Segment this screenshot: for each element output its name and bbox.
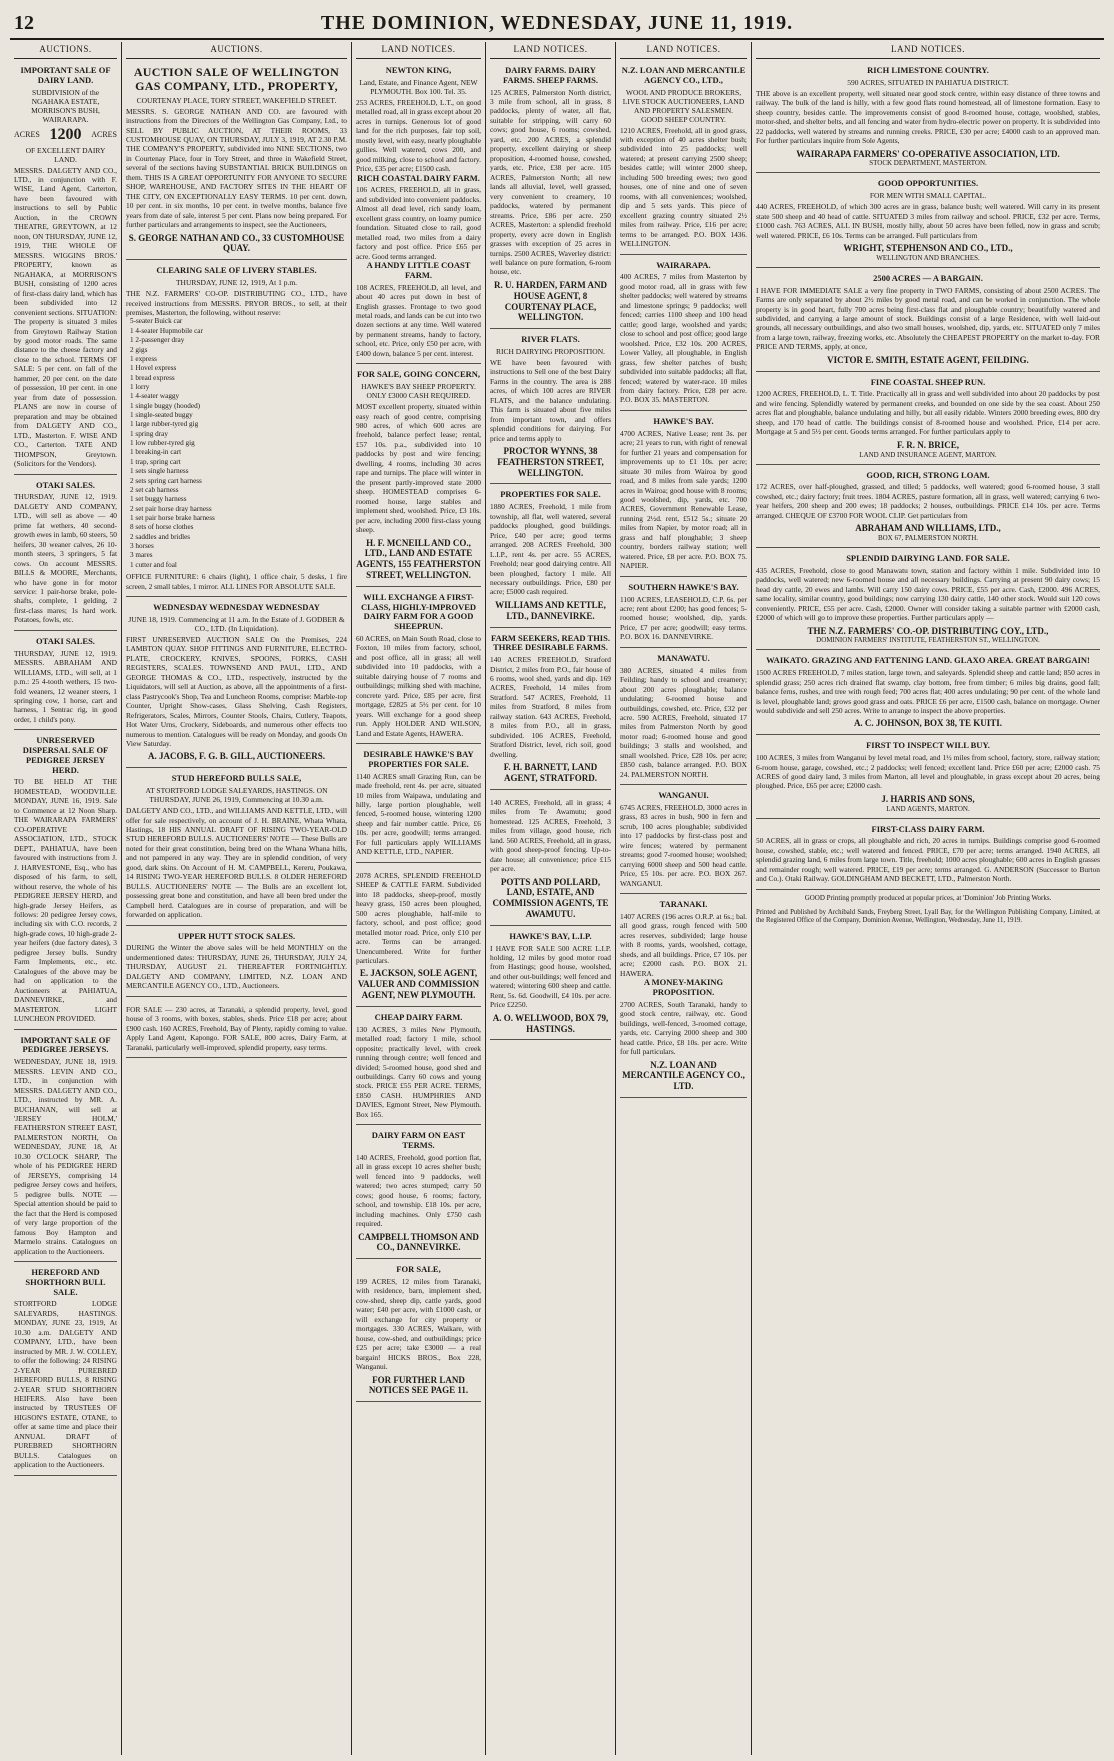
classified-ad <box>620 414 747 577</box>
ad-body-text: THE above is an excellent property, well situated near good stock centre, within easy distance of three towns and railway. The bulk of the land is hilly, with a few good flats round homestead, all of limestone formation. Easy to sheep country, besides cattle. The improvements consist of good 8-roomed house, cottage, woolshed, stables, motor-shed, and shelter belts, and all fencing and water from hydro-electric power on property. It is subdivided into 22 paddocks, well watered by streams and running creeks. PRICE, £30 per acre; £4000 cash to an approved man. For further particulars inquire from Sole Agents, <box>756 88 1100 146</box>
advertiser-name: WILLIAMS AND KETTLE, LTD., DANNEVIRKE. <box>495 599 606 621</box>
advertiser-address: LAND AGENTS, MARTON. <box>886 804 970 813</box>
ad-body-text: 172 ACRES, over half-ploughed, grassed, and tilled; 5 paddocks, well watered; good 6-roomed house, 3 stall cowshed, etc.; dairy factory; fruit trees. 1804 ACRES, pasture formation, all in grass, well watered; carrying 6 two-year heifers, 200 sheep and 200 ewes; 18 paddocks; 2 houses, outbuildings. PRICE £14 10s. per acre. Terms arranged. CHEQUE OF £3700 FOR WOOL CLIP. Get particulars from <box>756 482 1100 520</box>
advertiser-name: CAMPBELL THOMSON AND CO., DANNEVIRKE. <box>358 1231 479 1253</box>
column-land-notices-4 <box>752 42 1104 1755</box>
advertiser-address: STOCK DEPARTMENT, MASTERTON. <box>869 159 987 168</box>
ad-body-text: 400 ACRES, 7 miles from Masterton by good motor road, all in grass with few shelter paddocks; well watered by streams and limestone springs; 9 paddocks; well fenced; carries 1100 sheep and 100 head cattle; good large, woolshed and yards; close to school and post office; good large woolshed. Price, £32 10s. 200 ACRES, Lower Valley, all ploughable, in English grass, few shelter patches of bush; subdivided into suitable paddocks; all flat, fenced; watered by water-race. 10 miles from dairy factory. Price, £28 per acre. P.O. BOX 35. MASTERTON. <box>620 272 747 405</box>
advertiser-name: POTTS AND POLLARD, LAND, ESTATE, AND COMMISSION AGENTS, TE AWAMUTU. <box>492 876 609 919</box>
ad-body-text: DURING the Winter the above sales will be held MONTHLY on the undermentioned dates: THURSDAY, JUNE 26, THURSDAY, JULY 24, THURSDAY, AUGUST 21. THEREAFTER FORTNIGHTLY. DALGETY AND COMPANY, LIMITED, N.Z. LOAN AND MERCANTILE AGENCY CO., LTD., Auctioneers. <box>126 943 347 991</box>
classified-ad <box>756 551 1100 650</box>
ad-title: GOOD, RICH, STRONG LOAM. <box>866 469 990 480</box>
classified-ad <box>126 600 347 768</box>
classified-ad <box>126 929 347 997</box>
classified-ad <box>756 653 1100 735</box>
advertiser-name: S. GEORGE NATHAN AND CO., 33 CUSTOMHOUSE QUAY. <box>128 232 345 254</box>
ad-body-text: 2700 ACRES, South Taranaki, handy to good stock centre, railway, etc. Good buildings, well-fenced, 3-roomed cottage, yards, etc. Carrying 2000 sheep and 300 head cattle. Price, £8 10s. per acre. Write for full particulars. <box>620 999 747 1057</box>
ad-title: UPPER HUTT STOCK SALES. <box>177 930 296 941</box>
ad-title: UNRESERVED DISPERSAL SALE OF PEDIGREE JERSEY HERD. <box>22 735 109 775</box>
classified-ad <box>14 1033 117 1262</box>
ad-title: RIVER FLATS. <box>521 334 580 345</box>
advertiser-name: F. R. N. BRICE, <box>897 439 959 450</box>
classified-ad <box>756 271 1100 372</box>
classified-ad <box>620 258 747 411</box>
ad-subtitle: Land, Estate, and Finance Agent, NEW PLYMOUTH. Box 100. Tel. 35. <box>359 77 478 96</box>
column-header: AUCTIONS. <box>14 42 117 59</box>
ad-title: NEWTON KING, <box>385 65 452 75</box>
ad-body-text: FIRST UNRESERVED AUCTION SALE On the Premises, 224 LAMBTON QUAY. SHOP FITTINGS AND FURNITURE, ELECTRO-PLATE, CROCKERY, KNIVES, SPOONS, FORKS, CASH REGISTERS, SCALES. TOWNSEND AND PAUL, LTD., AND GEORGE THOMAS & CO., LTD., respectively, instructed by the Liquidators, will sell at Auction, as above, all the appointments of a first-class Pastrycook's Shop, Tea and Luncheon Rooms, comprise: Marble-top Counter, Upright Show-cases, Glass Shelving, Cash Registers, Refrigerators, Scales, Mirrors, Counter Stools, Chairs, Cutlery, Teapots, Hot Water Urns, Crockery, Sideboards, and numerous other effects too numerous to mention. Catalogues will be ready on Monday, and goods On View Saturday. <box>126 634 347 749</box>
ad-body-text: 1407 ACRES (196 acres O.R.P. at 6s.; bal. all good grass, rough fenced with 500 acres reserves, subdivided; large house with 8 rooms, yards, woolshed, cottage, sheds, and all buildings. Price, £7 10s. per acre; £2000 cash. P.O. BOX 21. HAWERA. <box>620 912 747 978</box>
ad-title: WAIKATO. GRAZING AND FATTENING LAND. GLAXO AREA. GREAT BARGAIN! <box>766 655 1090 666</box>
ad-subtitle: SUBDIVISION of the NGAHAKA ESTATE, MORRISON'S BUSH, WAIRARAPA. <box>31 87 100 124</box>
ad-body-text: 1880 ACRES, Freehold, 1 mile from township, all flat, well watered, several paddocks ploughed, good buildings. Price, £40 per acre; good terms arranged. 208 ACRES Freehold, 300 L.I.P., rent 4s. per acre. 55 ACRES, Freehold; near good dairying centre. All been ploughed, factory 1 mile. All necessary outbuildings. Price, £80 per acre; £5000 cash required. <box>490 502 611 597</box>
column-header: LAND NOTICES. <box>490 42 611 59</box>
ad-body-text: I HAVE FOR IMMEDIATE SALE a very fine property in TWO FARMS, consisting of about 2500 ACRES. The Farms are only separated by about 2½ miles by good metal road, and can be worked in conjunction. The whole property is in good heart, fully 700 acres being first-class flat and ploughable country; beautifully watered and subdivided, and carrying a large amount of stock. Buildings consist of a large Residence, with well laid-out grounds, all necessary outbuildings, and also two small houses, woolshed, dip, yards, etc. SITUATED only 7 miles from a large town, railway, freezing works, etc. Absolutely the CHEAPEST PROPERTY on the market to-day. FOR PRICE AND TERMS, apply, at once, <box>756 285 1100 352</box>
classified-columns <box>10 42 1104 1755</box>
ad-body-text: 140 ACRES, Freehold, all in grass; 4 miles from Te Awamutu; good homestead. 125 ACRES, Freehold, 3 miles from village, good house, rich land. 560 ACRES, Freehold, all in grass, with good sheep-proof fencing. Up-to-date house; all convenience; price £15 per acre. <box>490 797 611 874</box>
classified-ad <box>490 793 611 926</box>
list-item: 1 cutter and foal <box>130 560 177 569</box>
classified-ad <box>490 332 611 484</box>
list-item: 1 4-seater waggy <box>130 392 180 401</box>
ad-body-text: 60 ACRES, on Main South Road, close to Foxton, 10 miles from factory, school, and post office, all in grass; all well subdivided into 10 paddocks, with a suitable dairying house of 7 rooms and outbuildings; milking shed with machine, concrete yard. Price, £85 per acre, first mortgage, £2825 at 5½ per cent. for 10 years. Will exchange for a good sheep run. Apply HOLDER AND WILSON, Land and Estate Agents, HAWERA. <box>356 633 481 738</box>
ad-subtitle: HAWKE'S BAY SHEEP PROPERTY. ONLY £3000 CASH REQUIRED. <box>361 382 476 401</box>
list-item: 1 low rubber-tyred gig <box>130 439 195 448</box>
advertiser-address: LAND AND INSURANCE AGENT, MARTON. <box>859 450 997 459</box>
classified-ad <box>756 822 1100 890</box>
ad-title: SOUTHERN HAWKE'S BAY. <box>628 581 739 592</box>
ad-subtitle: COURTENAY PLACE, TORY STREET, WAKEFIELD STREET. <box>136 95 337 105</box>
ad-body-text: 1200 ACRES, FREEHOLD, L. T. Title. Practically all in grass and well subdivided into about 20 paddocks by post and wire fencing. Splendidly watered by permanent creeks, and bounded on one side by the sea coast. About 250 acres flat and ploughable, balance undulating and hilly, but all easily ridable. Winters 2000 breeding ewes, 800 dry sheep, and 170 head of cattle. The buildings consist of 8-roomed house and woolshed. Price, £14 per acre. Mortgage at 5 and 5½ per cent. Goods terms arranged. For further particulars apply to <box>756 389 1100 437</box>
classified-ad <box>126 63 347 260</box>
ad-title: WILL EXCHANGE A FIRST-CLASS, HIGHLY-IMPROVED DAIRY FARM FOR A GOOD SHEEPRUN. <box>360 591 477 632</box>
ad-body-text: STORTFORD LODGE SALEYARDS, HASTINGS. MONDAY, JUNE 23, 1919, At 10.30 a.m. DALGETY AND COMPANY, LTD., have been instructed by MR. J. W. COLLEY, to offer the following: 24 RISING 2-YEAR PUREBRED HEREFORD BULLS, 8 RISING 2-YEAR STUD SHORTHORN HEIFERS. Also have been instructed by TRUSTEES OF HIGSON'S ESTATE, OTANE, to offer at same time and place their ANNUAL DRAFT of PUREBRED SHORTHORN BULLS. Catalogues on application to the Auctioneers. <box>14 1299 117 1470</box>
list-item: 1 single-seated buggy <box>130 411 193 420</box>
page-title: THE DOMINION, WEDNESDAY, JUNE 11, 1919. <box>320 12 794 34</box>
classified-ad <box>356 590 481 744</box>
list-item: 1 bread express <box>130 373 175 382</box>
advertiser-address: WELLINGTON AND BRANCHES. <box>876 253 980 262</box>
ad-subtitle: 590 ACRES, SITUATED IN PAHIATUA DISTRICT. <box>847 77 1009 87</box>
ad-subheading: A HANDY LITTLE COAST FARM. <box>366 260 471 280</box>
ad-title: HAWKE'S BAY. <box>653 415 714 426</box>
classified-ad <box>14 478 117 631</box>
acres-label: ACRES <box>91 130 117 140</box>
ad-title: DAIRY FARM ON EAST TERMS. <box>371 1130 466 1151</box>
classified-ad <box>756 176 1100 267</box>
classified-ad <box>356 1010 481 1125</box>
ad-body-text: THURSDAY, JUNE 12, 1919. DALGETY AND COMPANY, LTD., will sell as above — 40 prime fat wethers, 40 second-growth ewes in lamb, 60 steers, 50 heifers, 30 weaner calves, 26 10-month steers, 3 springers, 5 fat cows. On account MESSRS. BILLS & MOORE, Merchants, who have gone in for motor service: 1 pair-horse brake, pole-shafts, complete, 1 gelding, 2 first-class mares; 1s hard work. Potatoes, fowls, etc. <box>14 492 117 625</box>
ad-subtitle: FOR MEN WITH SMALL CAPITAL. <box>869 191 987 201</box>
list-item: 2 sets spring cart harness <box>130 476 202 485</box>
advertiser-name: WRIGHT, STEPHENSON AND CO., LTD., <box>843 243 1013 254</box>
column-land-notices-2 <box>486 42 616 1755</box>
classified-ad <box>756 63 1100 173</box>
advertiser-name: VICTOR E. SMITH, ESTATE AGENT, FEILDING. <box>827 354 1029 365</box>
ad-subheading: RICH COASTAL DAIRY FARM. <box>357 172 480 183</box>
ad-subtitle: AT STORTFORD LODGE SALEYARDS, HASTINGS. ON THURSDAY, JUNE 26, 1919, Commencing at 10.30 a.m. <box>145 786 328 805</box>
ad-title: FIRST-CLASS DAIRY FARM. <box>871 823 985 834</box>
ad-body-text: THURSDAY, JUNE 12, 1919. MESSRS. ABRAHAM AND WILLIAMS, LTD., will sell, at 1 p.m.: 25 4-tooth wethers, 15 two-fold weaners, 12 weaner steers, 1 springing cow, 1 horse, cart and harness, 1 Sentrac rig, in good order, 1 child's pony. <box>14 648 117 724</box>
imprint: Printed and Published by Archibald Sands, Freyberg Street, Lyall Bay, for the Wellington Publishing Company, Limited, at the Registered Office of the Company, Dominion Avenue, Wellington, Wednesday, June 11, 1919. <box>756 908 1100 925</box>
advertiser-address: BOX 67, PALMERSTON NORTH. <box>877 534 979 542</box>
advertiser-name: WAIRARAPA FARMERS' CO-OPERATIVE ASSOCIATION, LTD. <box>796 148 1060 159</box>
ad-title: WAIRARAPA. <box>656 259 711 270</box>
classified-ad <box>356 747 481 863</box>
column-land-notices-1 <box>352 42 486 1755</box>
ad-body-text: 435 ACRES, Freehold, close to good Manawatu town, station and factory within 1 mile. Subdivided into 10 paddocks, well watered; new 6-roomed house and all necessary buildings. Carrying at present 90 dairy cows; 15 head dry cattle, 20 ewes and lambs. Will carry 150 dairy cows. PRICE, £55 per acre. Cash, £2000. 496 ACRES, same locality, similar country, good buildings; now carrying 130 dairy cattle, 140 other stock. Would suit 120 cows conveniently. PRICE, £55 per acre. Cash, £2000. Owner will consider taking a suitable partner with £2000 cash, £2000 of which will go to improve these properties. Further particulars apply — <box>756 565 1100 623</box>
classified-ad <box>14 733 117 1029</box>
ad-body-text: WE have been favoured with instructions to Sell one of the best Dairy Farms in the country. The area is 288 acres, of which 100 acres are RIVER FLATS, and the balance undulating. This farm is situated about five miles from important town, and offers splendid conditions for dairying. For price and terms apply to <box>490 357 611 443</box>
ad-body-text: 1100 ACRES, LEASEHOLD, C.P. 6s. per acre; rent about £200; has good fences; 5-roomed house; woolshed, dip, yards. Price, £7 per acre; goodwill; easy terms. P.O. BOX 16. DANNEVIRKE. <box>620 594 747 642</box>
ad-body-text: OFFICE FURNITURE: 6 chairs (light), 1 office chair, 5 desks, 1 fire screen, 2 small tables, 1 mirror. ALL LINES FOR ABSOLUTE SALE. <box>126 572 347 591</box>
ad-title: AUCTION SALE OF WELLINGTON GAS COMPANY, LTD., PROPERTY, <box>133 65 340 93</box>
ad-title: FOR SALE, GOING CONCERN, <box>356 369 481 380</box>
ad-body-text: 6745 ACRES, FREEHOLD, 3000 acres in grass, 83 acres in bush, 900 in fern and scrub, 100 acres ploughable; subdivided into 17 paddocks by first-class post and wire fences; watered by permanent streams; good 7-roomed house; woolshed; carrying 6000 sheep and 500 head cattle. Price, £5 10s. per acre. P.O. BOX 267. WANGANUI. <box>620 803 747 888</box>
ad-title: RICH LIMESTONE COUNTRY. <box>867 65 989 75</box>
ad-body-text: WEDNESDAY, JUNE 18, 1919. MESSRS. LEVIN AND CO., LTD., in conjunction with MESSRS. DALGETY AND CO., LTD., instructed by MR. A. BUCHANAN, will sell at 'JERSEY HOLM,' FEATHERSTON STREET EAST, PALMERSTON NORTH, On WEDNESDAY, JUNE 18, At 10.30 O'CLOCK SHARP, The whole of his PEDIGREE HERD of JERSEYS, comprising 14 pedigree Jersey cows and heifers, 5 pedigree bulls. NOTE — Special attention should be paid to the fact that the Herd is composed of very large proportion of the famous Boy Hampton and Marmelo strains. Catalogues on application to the Auctioneers. <box>14 1057 117 1256</box>
ad-body-text: MESSRS. S. GEORGE NATHAN AND CO. are favoured with instructions from the Directors of the Wellington Gas Company, Ltd., to SELL BY PUBLIC AUCTION, AT THEIR ROOMS, 33 CUSTOMHOUSE QUAY, ON THURSDAY, JULY 3, 1919, AT 2.30 P.M. THE COMPANY'S PROPERTY, subdivided into NINE SECTIONS, two in Courtenay Place, four in Tory Street, and three in Wakefield Street, several of the sections having SUBSTANTIAL BRICK BUILDINGS on them. THIS IS A GREAT OPPORTUNITY FOR ANYONE TO SECURE SHOP, WAREHOUSE, AND FACTORY SITES IN THE HEART OF THE CITY, ON EXCEPTIONALLY EASY TERMS. 10 per cent. down, 10 per cent. in six months, 10 per cent. in twelve months, balance five years from date of sale, interest 5 per cent. Plans now being prepared. For further particulars and arrangements to inspect, see the Auctioneers, <box>126 106 347 230</box>
ad-body-text: 106 ACRES, FREEHOLD, all in grass, and subdivided into convenient paddocks. Almost all dead level, rich sandy loam, excellent grass country, on loamy pumice foundation. Situated close to rail, good metalled road, two miles from a dairy factory and post office. Price £65 per acre. Good terms arranged. <box>356 185 481 261</box>
ad-subtitle: GOOD SHEEP COUNTRY. <box>641 114 726 124</box>
advertiser-name: F. H. BARNETT, LAND AGENT, STRATFORD. <box>503 762 598 783</box>
ad-body-text: 253 ACRES, FREEHOLD, L.T., on good metalled road, all in grass except about 20 acres in turnips. Generous lot of good land for the rich purposes, fair top soil, mostly level, with easy, nearly ploughable gullies. Well watered, cows 200, and good milking, close to school and factory. Price, £35 per acre; £1500 cash. <box>356 97 481 174</box>
ad-body-text: MESSRS. DALGETY AND CO., LTD., in conjunction with F. WISE, Land Agent, Carterton, have been favoured with instructions to sell by Public Auction, in the CROWN THEATRE, GREYTOWN, at 12 noon, ON THURSDAY, JUNE 12, 1919, THE WHOLE OF MESSRS. WIGGINS BROS.' PROPERTY, known as NGAHAKA, at MORRISON'S BUSH, consisting of 1200 acres of first-class dairy land, which has been subdivided into 12 convenient sections. SITUATION: The property is situated 3 miles from Greytown Railway Station by good motor roads. The same distance to the cheese factory and close to the school. TERMS OF SALE: 5 per cent. on fall of the hammer, 20 per cent. on the date of possession, 10 per cent. in one year from date of possession. PLANS are now in course of preparation and may be obtained from DALGETY AND CO., LTD., Masterton. F. WISE AND CO., Carterton. TATE AND THOMPSON, Greytown. (Solicitors for the Vendors). <box>14 165 117 469</box>
list-item: 2 set pair horse dray harness <box>130 504 212 513</box>
ad-title: FARM SEEKERS, READ THIS. THREE DESIRABLE FARMS. <box>491 632 610 653</box>
list-item: 2 gigs <box>130 345 148 354</box>
classified-ad <box>756 738 1100 818</box>
advertiser-name: E. JACKSON, SOLE AGENT, VALUER AND COMMISSION AGENT, NEW PLYMOUTH. <box>357 968 480 1001</box>
list-item: 3 horses <box>130 542 154 551</box>
ad-body-text: 1500 ACRES FREEHOLD, 7 miles station, large town, and saleyards. Splendid sheep and cattle land; 850 acres in splendid grass; 250 acres rich drained flat swamp, clay bottom, free from timber; 6 miles big drains, good fall; balance ferns, rushes, and tree with rough feed; 700 acres flat; 400 acres undulating; 90 per cent. of the whole land is level, ploughable land; grows good grass and oats. PRICE £6 per acre, £1500 cash, balance on mortgage. Owner would subdivide and sell 250 acres. Write to arrange to inspect the above properties. <box>756 668 1100 716</box>
list-item: 8 sets of horse clothes <box>130 523 194 532</box>
list-item: 1 spring dray <box>130 429 168 438</box>
classified-ad <box>620 651 747 785</box>
ad-title: HAWKE'S BAY, L.I.P. <box>509 930 592 941</box>
ad-body-text: 140 ACRES, Freehold, good portion flat, all in grass except 10 acres shelter bush; well fenced into 9 paddocks, well watered; two acres stumped; carry 50 cows; good house, 6 rooms; factory, school, and township. £18 10s. per acre, including machines. Only £750 cash required. <box>356 1152 481 1229</box>
advertiser-name: FOR FURTHER LAND NOTICES SEE PAGE 11. <box>368 1374 469 1396</box>
ad-title: PROPERTIES FOR SALE. <box>500 489 601 500</box>
ad-body-text: 199 ACRES, 12 miles from Taranaki, with residence, barn, implement shed, cow-shed, sheep dip, cattle yards, good water; £40 per acre, with £1000 cash, or will exchange for city property or mortgages. 330 ACRES, Waikare, with house, cow-shed, and outbuildings; price £25 per acre; take £3000 — a real bargain! HICKS BROS., Box 228, Wanganui. <box>356 1276 481 1372</box>
ad-subtitle: JUNE 18, 1919. Commencing at 11 a.m. In the Estate of J. GODBER & CO., LTD. (In Liquidation). <box>128 614 345 633</box>
classified-ad <box>756 468 1100 548</box>
column-header: LAND NOTICES. <box>620 42 747 59</box>
ad-title: HEREFORD AND SHORTHORN BULL SALE. <box>25 1267 106 1297</box>
ad-subtitle: THURSDAY, JUNE 12, 1919, At 1 p.m. <box>175 278 298 288</box>
ad-body-text: 50 ACRES, all in grass or crops, all ploughable and rich, 20 acres in turnips. Buildings comprise good 6-roomed house, cowshed, stable, etc.; well watered and fenced. PRICE, £70 per acre; terms arranged. 1940 ACRES, all splendid grazing land, 6 miles from large town. Title, freehold; 1000 acres ploughable; 600 acres in English grasses and remainder rough; well watered. PRICE, £19 per acre; terms arranged. G. ANDERSON (Successor to Burton and Co.). Otaki Railway. GOLDINGHAM AND BECKETT, LTD., Palmerston North. <box>756 836 1100 884</box>
advertiser-name: A. JACOBS, F. G. B. GILL, AUCTIONEERS. <box>148 751 325 762</box>
list-item: 1 set pair horse brake harness <box>130 514 215 522</box>
classified-ad <box>490 63 611 329</box>
ad-body-text: 130 ACRES, 3 miles New Plymouth, metalled road; factory 1 mile, school opposite; practically level, with creek running through centre; well fenced and divided; 5-roomed house, good shed and outbuildings. Carry 60 cows and young stock. PRICE £55 PER ACRE. TERMS, £850 CASH. HUMPHRIES AND DAVIES, Egmont Street, New Plymouth. Box 165. <box>356 1024 481 1119</box>
list-item: 1 sets single harness <box>130 467 189 476</box>
list-item: 1 express <box>130 354 157 363</box>
ad-title: STUD HEREFORD BULLS SALE, <box>171 773 302 784</box>
advertiser-name: A. C. JOHNSON, BOX 38, TE KUITI. <box>853 718 1003 729</box>
ad-body-text: 1140 ACRES small Grazing Run, can be made freehold, rent 4s. per acre, situated 10 miles from Waipawa, undulating and hilly, large portion ploughable, well fenced, 5-roomed house, wintering 1200 sheep and fair number cattle. Price, £6 10s. per acre, goodwill; terms arranged. For full particulars apply WILLIAMS AND KETTLE, LTD., NAPIER. <box>356 771 481 857</box>
item-list <box>126 317 347 570</box>
advertiser-name: A. O. WELLWOOD, BOX 79, HASTINGS. <box>492 1012 609 1034</box>
advertiser-name: THE N.Z. FARMERS' CO.-OP. DISTRIBUTING COY., LTD., <box>807 625 1049 636</box>
ad-title: IMPORTANT SALE OF DAIRY LAND. <box>20 65 111 85</box>
ad-title: CHEAP DAIRY FARM. <box>374 1011 463 1022</box>
ad-subtitle: WOOL AND PRODUCE BROKERS, LIVE STOCK AUCTIONEERS, LAND AND PROPERTY SALESMEN. <box>622 87 745 115</box>
list-item: 1 lorry <box>130 382 150 391</box>
classified-ad <box>356 367 481 587</box>
ad-title: SPLENDID DAIRYING LAND. FOR SALE. <box>846 553 1010 563</box>
classified-ad <box>620 788 747 894</box>
advertiser-name: R. U. HARDEN, FARM AND HOUSE AGENT, 8 COURTENAY PLACE, WELLINGTON. <box>493 279 608 323</box>
printing-notice: GOOD Printing promptly produced at popular prices, at 'Dominion' Job Printing Works. <box>804 893 1052 902</box>
masthead <box>10 6 1104 40</box>
ad-subtitle: RICH DAIRYING PROPOSITION. <box>496 346 605 356</box>
list-item: 1 4-seater Hupmobile car <box>130 326 203 335</box>
ad-title: TARANAKI. <box>659 899 708 910</box>
advertiser-name: H. F. MCNEILL AND CO., LTD., LAND AND ESTATE AGENTS, 155 FEATHERSTON STREET, WELLINGTON. <box>356 537 481 581</box>
ad-title: OTAKI SALES. <box>36 479 95 490</box>
ad-title: OTAKI SALES. <box>36 635 95 646</box>
acreage-banner <box>14 126 117 144</box>
ad-body-text: MOST excellent property, situated within easy reach of good centre, comprising 980 acres, of which 600 acres are freehold, balance perfect lease; rental, £57 10s. p.a., subdivided into 10 paddocks by post and wire fencing; dwelling, 4 rooms, including 30 acres rape and turnips. The place will winter in the present partly-improved state 2000 sheep. HOMESTEAD comprises 6-roomed house, large stables and implement shed, woolshed. Price, £3 10s. per acre, including 2000 first-class young sheep. <box>356 402 481 535</box>
acres-label: ACRES <box>14 130 40 140</box>
list-item: 1 breaking-in cart <box>130 448 182 457</box>
list-item: 5-seater Buick car <box>130 317 183 326</box>
list-item: 2 saddles and bridles <box>130 532 191 541</box>
column-header: AUCTIONS. <box>126 42 347 59</box>
classified-ad <box>356 63 481 364</box>
classified-ad <box>756 375 1100 465</box>
ad-body-text: 380 ACRES, situated 4 miles from Feilding; handy to school and creamery; about 200 acres ploughable; balance undulating; 6-roomed house and outbuildings, cowshed, etc. Price, £32 per acre. 590 ACRES, Freehold, situated 17 miles from Palmerston North by good motor road; 6-roomed house and good buildings; 3 stalls and woolshed, and small woolshed. Price, £28 10s. per acre; £850 cash, balance arranged. P.O. BOX 24. PALMERSTON NORTH. <box>620 665 747 779</box>
ad-body-text: 2078 ACRES, SPLENDID FREEHOLD SHEEP & CATTLE FARM. Subdivided into 18 paddocks, sheep-proof, mostly heavy grass, 150 acres been ploughed, 500 acres ploughable, half-mile to factory, school, and post office; good metalled motor road. Price, only £10 per acre. Terms can be arranged. Unencumbered. Write for further particulars. <box>356 870 481 966</box>
classified-ad <box>620 897 747 1098</box>
ad-title: WEDNESDAY WEDNESDAY WEDNESDAY <box>153 602 320 613</box>
column-header: LAND NOTICES. <box>756 42 1100 59</box>
classified-ad <box>126 771 347 925</box>
ad-body-text: 140 ACRES FREEHOLD, Stratford District, 2 miles from P.O., fair house of 6 rooms, wool shed, yards and dip. 169 ACRES, Freehold, 14 miles from Stratford. 547 ACRES, Freehold, 11 miles from Stratford, 8 miles from railway station. 643 ACRES, Freehold, 8 miles from P.O., all in grass, subdivided. 106 ACRES, Freehold, Stratford District, level, rich soil, good dwelling. <box>490 655 611 759</box>
advertiser-name: J. HARRIS AND SONS, <box>881 793 975 804</box>
ad-title: WANGANUI. <box>658 790 709 801</box>
classified-ad <box>620 63 747 255</box>
ad-title: IMPORTANT SALE OF PEDIGREE JERSEYS. <box>20 1034 111 1055</box>
classified-ad <box>356 1262 481 1402</box>
classified-ad <box>620 580 747 648</box>
classified-ad <box>14 634 117 731</box>
classified-ad <box>490 929 611 1041</box>
list-item: 1 large rubber-tyred gig <box>130 420 199 429</box>
ad-body-text: 1210 ACRES, Freehold, all in good grass, with exception of 40 acres shelter bush; subdivided into 25 paddocks; well watered; at present carrying 2500 sheep; besides cattle; will winter 2000 sheep, including 500 breeding ewes; two good houses, one of nine and one of seven rooms, with all conveniences; woolshed, dip and 5 sets yards. This piece of excellent grazing country situated 2½ miles from railway. Price, £16 per acre; terms to be arranged. P.O. BOX 1436. WELLINGTON. <box>620 125 747 249</box>
ad-title: DAIRY FARMS. DAIRY FARMS. SHEEP FARMS. <box>502 65 599 85</box>
ad-subtitle: OF EXCELLENT DAIRY LAND. <box>25 145 106 164</box>
column-land-notices-3 <box>616 42 752 1755</box>
list-item: 1 2-passenger dray <box>130 336 185 345</box>
list-item: 1 trap, spring cart <box>130 457 181 466</box>
ad-body-text: FOR SALE — 230 acres, at Taranaki, a splendid property, level, good house of 3 rooms, with boxes, stables, sheds. Price £18 per acre; about £900 cash. 160 ACRES, Freehold, Bay of Plenty, rapidly coming to value. Apply Land Agent, Kapongo. FOR SALE, 800 acres, Dairy Farm, at Taranaki, particularly well-improved, splendid property, easy terms. <box>126 1004 347 1052</box>
ad-body-text: TO BE HELD AT THE HOMESTEAD, WOODVILLE. MONDAY, JUNE 16, 1919. Sale to Commence at 12 Noon Sharp. THE WAIRARAPA FARMERS' CO-OPERATIVE ASSOCIATION, LTD., STOCK DEPT., PAHIATUA, have been favoured with instructions from J. J. HARVESTONE, Esq., who has disposed of his farm, to sell, without reserve, the whole of his PEDIGREE JERSEY HERD, and high-grade Jersey Heifers, as follows: 20 pedigree Jersey cows, including six with C.O. records, 2 high-grade cows, 10 high-grade 2-year heifers (due factory dates), 3 pedigree Jersey bulls. Sundry Farm Implements, etc., etc. Catalogues of the above may be had on application to the Auctioneers at PAHIATUA, DANNEVIRKE, and MASTERTON. LIGHT LUNCHEON PROVIDED. <box>14 777 117 1024</box>
advertiser-name: PROCTOR WYNNS, 38 FEATHERSTON STREET, WELLINGTON. <box>497 446 604 478</box>
advertiser-address: DOMINION FARMERS' INSTITUTE, FEATHERSTON ST., WELLINGTON. <box>816 636 1040 645</box>
advertiser-name: ABRAHAM AND WILLIAMS, LTD., <box>855 523 1001 534</box>
list-item: 1 Hovel express <box>130 364 177 373</box>
ad-title: GOOD OPPORTUNITIES. <box>877 178 979 189</box>
list-item: 2 set cab harness <box>130 485 179 494</box>
acres-number: 1200 <box>49 125 82 143</box>
column-auctions-2 <box>122 42 352 1755</box>
ad-title: MANAWATU. <box>657 652 710 663</box>
ad-body-text: I HAVE FOR SALE 500 ACRE L.I.P. holding, 12 miles by good motor road from Hastings; good house, woolshed, and other out-buildings; well fenced and watered; wintering 600 sheep and cattle. Rent, 5s. 6d. Goodwill, £4 10s. per acre. Price £2250. <box>490 943 611 1010</box>
ad-subheading: A MONEY-MAKING PROPOSITION. <box>643 977 724 998</box>
column-header: LAND NOTICES. <box>356 42 481 59</box>
list-item: 1 single buggy (hooded) <box>130 401 201 410</box>
ad-body-text: DALGETY AND CO., LTD., and WILLIAMS AND KETTLE, LTD., will offer for sale respectively, on account of J. H. BRAINE, Whata Whata, Hastings, 18 HIS ANNUAL DRAFT OF RISING TWO-YEAR-OLD STUD HEREFORD BULLS. AUCTIONEERS' NOTE — These Bulls are noted for their great constitution, being bred on the Whana Whana hills, and not pampered in any way. They are in splendid condition, of very good, dark skins. On Account of H. M. CAMPBELL, Kereru, Poukawa, 14 RISING TWO-YEAR HEREFORD BULLS. 8 OLDER HEREFORD BULLS. AUCTIONEERS' NOTE — The Bulls are an excellent lot, possessing great bone and constitution, and have all been bred under the Campbell herd. Catalogues are in course of preparation, and will be forwarded on application. <box>126 806 347 920</box>
ad-body-text: 4700 ACRES, Native Lease; rent 3s. per acre; 21 years to run, with right of renewal for further 21 years and compensation for improvements up to £1 10s. per acre; situate 30 miles from Wairoa by good road, and 8 miles from sale yards; 1200 acres in Wairoa; good house with 8 rooms; good woolshed, dip, yards, etc. 700 ACRES, Government Renewable Lease, running 2½d. rent, £512 5s.; situate 20 miles from Napier, by motor road; all in grass and half ploughable; 3 sheep country, borders railway station; well watered. Price, £8 per acre. P.O. BOX 75. NAPIER. <box>620 428 747 571</box>
ad-title: CLEARING SALE OF LIVERY STABLES. <box>156 265 317 276</box>
ad-body-text: 108 ACRES, FREEHOLD, all level, and about 40 acres put down in best of English grasses. Frontage to two good metal roads, and lands can be cut into two dozen sections at any time. Well watered by permanent streams, handy to factory, school, etc. Price, only £50 per acre, with £400 down, balance 5 per cent. interest. <box>356 282 481 358</box>
classified-ad <box>356 866 481 1007</box>
ad-body-text: 440 ACRES, FREEHOLD, of which 300 acres are in grass, balance bush; well watered. Will carry in its present state 500 sheep and 40 head of cattle. SITUATED 3 miles from railway and school. PRICE, £32 per acre. Terms, £1000 cash. 763 ACRES, ALL IN BUSH, mostly hilly, about 50 acres have been felled, now in grass and scrub; well watered. PRICE, £6 10s. Terms can be arranged. Full particulars from <box>756 202 1100 240</box>
ad-title: FINE COASTAL SHEEP RUN. <box>870 376 986 387</box>
classified-ad <box>490 631 611 790</box>
classified-ad <box>126 1000 347 1058</box>
ad-body-text: THE N.Z. FARMERS' CO-OP. DISTRIBUTING CO., LTD., have received instructions from MESSRS. PRYOR BROS., to sell, at their premises, Masterton, the following, without reserve: <box>126 289 347 317</box>
column-auctions-1 <box>10 42 122 1755</box>
ad-title: N.Z. LOAN AND MERCANTILE AGENCY CO., LTD., <box>621 65 746 85</box>
page-number: 12 <box>14 12 34 34</box>
ad-title: FIRST TO INSPECT WILL BUY. <box>866 740 990 751</box>
list-item: 1 set buggy harness <box>130 495 187 504</box>
classified-ad <box>14 1265 117 1476</box>
ad-title: DESIRABLE HAWKE'S BAY PROPERTIES FOR SALE. <box>363 749 474 769</box>
ad-title: 2500 ACRES — A BARGAIN. <box>873 272 983 283</box>
list-item: 3 mares <box>130 551 153 560</box>
ad-body-text: 100 ACRES, 3 miles from Wanganui by level metal road, and 1½ miles from school, factory, store, railway station; 6-room house, garage, cowshed, etc.; 2 paddocks; well fenced; excellent land. Price £60 per acre; £2000 cash. 75 ACRES of good dairy land, 3 miles from Marton, all level and ploughable, in grass except about 20 acres, being ploughed. Price, £65 per acre; £2000 cash. <box>756 753 1100 791</box>
ad-body-text: 125 ACRES, Palmerston North district, 3 mile from school, all in grass, 8 paddocks, plenty of water, all flat, suitable for stripping, will carry 60 cows; good house, 6 rooms; cowshed, yard, etc. 200 ACRES, a splendid property, excellent dairying or sheep proposition, 4-roomed house, cowshed, yards, etc. Price, £38 per acre. 105 ACRES, Palmerston North; all new lands all alluvial, level, well grassed, very convenient to creamery, 10 paddocks, watered by permanent streams. Price, £86 per acre. 250 ACRES, Masterton: a splendid freehold property, every acre down in English grasses with exception of 25 acres in turnips. 2500 ACRES, Waverley district: well balance on pure formation, 6-room house, etc. <box>490 87 611 277</box>
classified-ad <box>14 63 117 475</box>
advertiser-name: N.Z. LOAN AND MERCANTILE AGENCY CO., LTD. <box>622 1059 745 1092</box>
classified-ad <box>126 263 347 597</box>
ad-title: FOR SALE, <box>396 1264 441 1275</box>
classified-ad <box>356 1128 481 1259</box>
classified-ad <box>490 487 611 627</box>
